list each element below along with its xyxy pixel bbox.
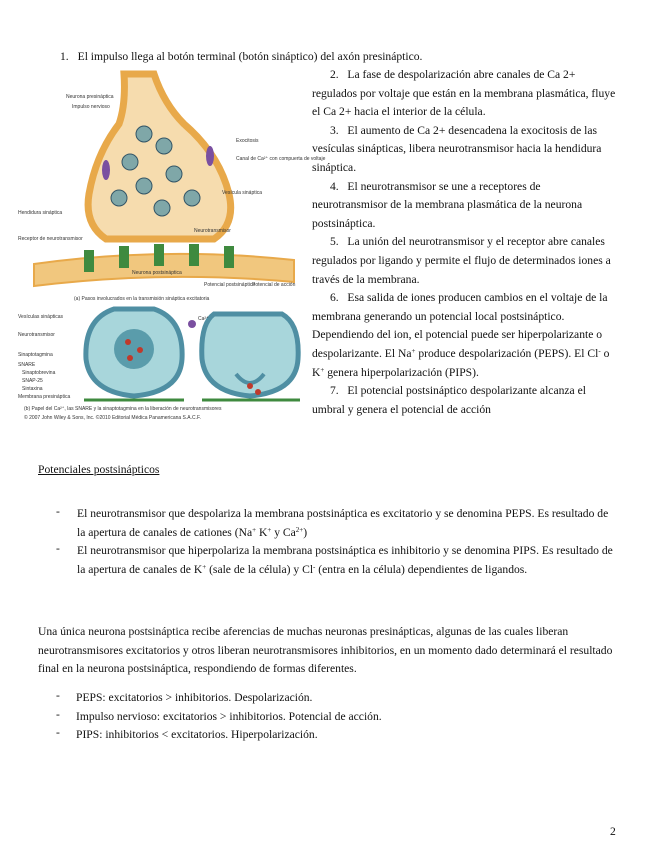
bullet-peps xyxy=(77,505,617,542)
pips-text: El neurotransmisor que hiperpolariza la membrana postsináptica es inhibitorio y se denomina PIPS. Es resultado de la apertura de canales de K xyxy=(77,544,613,576)
step-6-text-post: genera hiperpolarización (PIPS). xyxy=(324,365,479,379)
fig-label-action-potential: Potencial de acción xyxy=(252,282,296,288)
step-2 xyxy=(312,66,618,122)
step-1 xyxy=(60,48,422,67)
summary-item-pips: PIPS: inhibitorios < excitatorios. Hiperpolarización. xyxy=(76,728,318,741)
peps-text-end: ) xyxy=(303,525,308,539)
bullet-mark-2: - xyxy=(56,542,60,555)
sup-cl: - xyxy=(598,346,601,355)
step-5-number: 5. xyxy=(330,235,339,249)
peps-text: El neurotransmisor que despolariza la membrana postsináptica es excitatorio y se denomina PEPS. Es resultado de la apertura de canales de cationes (Na xyxy=(77,507,609,539)
step-5-text: La unión del neurotransmisor y el receptor abre canales regulados por ligando y permite el flujo de determinados iones a través de la membrana. xyxy=(312,235,611,286)
bullet-pips xyxy=(77,542,617,579)
postsynaptic-neuron xyxy=(34,244,294,286)
fig-label-impulse: Impulso nervioso xyxy=(72,104,110,110)
step-4 xyxy=(312,178,618,234)
steps-list xyxy=(312,66,618,419)
fig-b-membrane: Membrana presináptica xyxy=(18,394,71,400)
peps-sup-na: + xyxy=(252,525,257,534)
fig-label-exocytosis: Exocitosis xyxy=(236,138,259,144)
fig-b-synaptobrevin: Sinaptobrevina xyxy=(22,370,56,376)
fig-label-ca-channel: Canal de Ca²⁺ con compuerta de voltaje xyxy=(236,156,326,162)
section-heading: Potenciales postsinápticos xyxy=(38,463,160,476)
fig-label-postsynaptic: Neurona postsináptica xyxy=(132,270,182,276)
fig-caption-a: (a) Pasos involucrados en la transmisión sináptica excitatoria xyxy=(74,296,210,302)
step-4-number: 4. xyxy=(330,179,339,193)
summary-item-impulse: Impulso nervioso: excitatorios > inhibitorios. Potencial de acción. xyxy=(76,710,382,723)
step-5 xyxy=(312,233,618,289)
fig-label-receptor: Receptor de neurotransmisor xyxy=(18,236,83,242)
step-6-text: Esa salida de iones producen cambios en el voltaje de la membrana generando un potencial local postsináptico. Dependiendo del ion, el potencial puede ser hiperpolarizante o despolarizante. El Na xyxy=(312,291,608,360)
peps-text-k: K xyxy=(256,525,268,539)
sup-na: + xyxy=(411,346,416,355)
bullet-mark-4: - xyxy=(56,708,60,721)
step-1-number: 1. xyxy=(60,50,69,63)
fig-b-synaptotagmin: Sinaptotagmina xyxy=(18,352,53,358)
fig-b-snap25: SNAP-25 xyxy=(22,378,43,384)
step-4-text: El neurotransmisor se une a receptores de neurotransmisor de la membrana plasmática de la neurona postsináptica. xyxy=(312,179,583,230)
fig-b-calcium: Ca²⁺ xyxy=(198,316,209,322)
step-1-text: El impulso llega al botón terminal (botón sináptico) del axón presináptico. xyxy=(77,50,423,63)
pips-text-end: (entra en la célula) dependientes de ligandos. xyxy=(315,562,528,576)
fig-b-neurotransmitter: Neurotransmisor xyxy=(18,332,55,338)
step-2-number: 2. xyxy=(330,68,339,81)
step-3-number: 3. xyxy=(330,123,339,137)
sup-k: + xyxy=(320,365,325,374)
step-2-text: La fase de despolarización abre canales de Ca 2+ regulados por voltaje que están en la membrana plasmática, fluye el Ca 2+ hacia el interior de la célula. xyxy=(312,68,616,119)
fig-caption-b: (b) Papel del Ca²⁺, las SNARE y la sinaptotagmina en la liberación de neurotransmisores xyxy=(24,406,222,412)
fig-credit: © 2007 John Wiley & Sons, Inc. ©2010 Editorial Médica Panamericana S.A.C.F. xyxy=(24,415,201,421)
peps-sup-ca: 2+ xyxy=(295,525,304,534)
fig-b-vesicles: Vesículas sinápticas xyxy=(18,314,64,320)
summary-paragraph: Una única neurona postsináptica recibe aferencias de muchas neuronas presinápticas, algunas de las cuales liberan neurotransmisores excitatorios y otros liberan neurotransmisores inhibitorios, en un momento dado determinará el resultado final en la neurona postsináptica, respondiendo de formas diferentes. xyxy=(38,625,613,676)
bullet-mark-3: - xyxy=(56,689,60,702)
pips-sup-cl: - xyxy=(313,562,316,571)
summary-item-peps: PEPS: excitatorios > inhibitorios. Despolarización. xyxy=(76,691,313,704)
bullet-mark-1: - xyxy=(56,505,60,518)
page-number: 2 xyxy=(610,825,616,838)
bullet-mark-5: - xyxy=(56,726,60,739)
step-6-text-mid: produce despolarización (PEPS). El Cl xyxy=(415,346,599,360)
step-6 xyxy=(312,289,618,382)
peps-sup-k: + xyxy=(267,525,272,534)
pips-sup-k: + xyxy=(202,562,207,571)
step-6-text-mid2: o K xyxy=(312,346,610,379)
fig-label-psp: Potencial postsináptico xyxy=(204,282,256,288)
step-7-number: 7. xyxy=(330,384,339,398)
step-7-text: El potencial postsináptico despolarizante alcanza el umbral y genera el potencial de acción xyxy=(312,384,586,416)
fig-b-syntaxin: Sintaxina xyxy=(22,386,43,392)
peps-text-ca: y Ca xyxy=(271,525,296,539)
fig-b-snare: SNARE xyxy=(18,362,36,368)
step-7 xyxy=(312,382,618,419)
pips-text-cl: (sale de la célula) y Cl xyxy=(206,562,314,576)
fig-label-vesicle: Vesícula sináptica xyxy=(222,190,263,196)
synapse-figure xyxy=(14,74,326,426)
fig-label-cleft: Hendidura sináptica xyxy=(18,210,63,216)
fig-label-presynaptic: Neurona presináptica xyxy=(66,94,114,100)
fig-label-neurotransmitter: Neurotransmisor xyxy=(194,228,231,234)
step-3 xyxy=(312,122,618,178)
step-6-number: 6. xyxy=(330,291,339,305)
vesicle-panel-b xyxy=(84,309,300,400)
step-3-text: El aumento de Ca 2+ desencadena la exocitosis de las vesículas sinápticas, libera neurotransmisor hacia la hendidura sináptica. xyxy=(312,123,602,174)
